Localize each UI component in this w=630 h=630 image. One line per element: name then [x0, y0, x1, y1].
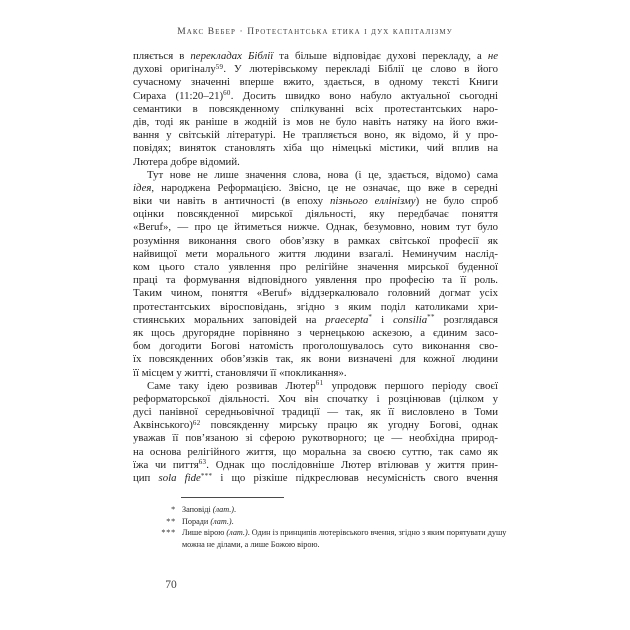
- italic-text: не: [487, 50, 498, 62]
- italic-text: consilia: [392, 313, 428, 326]
- text-run: .: [234, 505, 237, 514]
- note-reference: 63: [198, 458, 207, 467]
- text-run: , народжена Реформацією. Звісно, це не означає, що вже в середні: [151, 181, 498, 194]
- text-run: семантики в повсякденному спілкуванні всіх протестантських наро-: [133, 102, 498, 115]
- paragraph: [133, 380, 498, 486]
- text-run: протестантських віросповідань, згідно з яким поділ католиками хри-: [133, 300, 498, 313]
- text-line: [133, 459, 498, 472]
- footnote-marker: **: [166, 516, 176, 526]
- text-run: цип: [133, 472, 159, 484]
- text-line: [133, 367, 498, 380]
- text-run: . Один із принципів лютерівського вчення, згідно з яким порятувати душу: [247, 528, 507, 538]
- text-line: [133, 301, 498, 314]
- text-run: пляється в: [133, 50, 191, 62]
- paragraph: [133, 50, 498, 169]
- text-line: [133, 195, 498, 208]
- text-line: [133, 76, 498, 89]
- text-line: [133, 261, 498, 274]
- text-run: Сираха (11:20–21): [133, 89, 224, 102]
- body-text: [133, 50, 498, 485]
- italic-text: sola fide: [158, 472, 201, 484]
- paragraph: [133, 169, 498, 380]
- text-line: [133, 248, 498, 261]
- text-run: . Досить швидко воно набуло актуальної сьогодні: [230, 89, 498, 102]
- text-line: [133, 340, 498, 353]
- footnote-text: [182, 527, 506, 550]
- footnote-text: [182, 516, 234, 528]
- text-run: бом догодити Богові натомість проголошувалось суто виконання сво-: [133, 340, 498, 353]
- footnote: [148, 504, 548, 516]
- text-run: їжа чи пиття: [133, 458, 199, 471]
- text-run: стиянських моральних заповідей на: [133, 313, 326, 326]
- text-line: [133, 406, 498, 419]
- footnote-line: [182, 539, 506, 551]
- text-run: ком цього стало уявлення про релігійне значення мирської буденної: [133, 261, 498, 273]
- text-run: можна не ділами, а лише Божою вірою.: [182, 539, 320, 549]
- text-run: реформаторської діяльності. Хоч він спочатку і розцінював (цілком у: [133, 392, 498, 405]
- note-reference: 62: [192, 418, 201, 427]
- text-line: [133, 169, 498, 182]
- text-run: . Однак що послідовніше Лютер втілював у життя прин-: [206, 458, 498, 471]
- text-line: [133, 103, 498, 116]
- text-run: віки чи навіть в античності (в епоху: [133, 195, 330, 208]
- text-line: [133, 142, 498, 155]
- text-run: на основа релігійного життя, що моральна за своєю суттю, так само як: [133, 445, 498, 458]
- italic-text: (лат.): [212, 505, 235, 514]
- text-line: [133, 353, 498, 366]
- text-run: та більше відповідає духові перекладу, а: [273, 50, 488, 62]
- text-run: повсякденну мирську працю як угодну Богові, однак: [200, 419, 498, 432]
- text-run: їх повсякденних обов’язків так, як вони визначені для кожної людини: [133, 353, 498, 366]
- text-run: сучасному значенні вперше вжито, здається, в одному тексті Книги: [133, 76, 498, 89]
- footnote-rule: [181, 497, 284, 498]
- text-line: [133, 472, 498, 485]
- text-line: [133, 274, 498, 287]
- note-reference: *: [368, 313, 373, 322]
- text-run: Лютера добре відомий.: [133, 155, 240, 168]
- text-run: «Beruf», — про це йтиметься нижче. Однак, безумовно, новим тут було: [133, 221, 498, 234]
- text-run: упродовж першого періоду своєї: [323, 379, 498, 392]
- note-reference: ***: [200, 471, 213, 480]
- footnote-line: [182, 516, 234, 528]
- text-run: найвищої мети морального життя людини взагалі. Неминучим наслід-: [133, 247, 498, 260]
- text-run: Поради: [182, 516, 211, 526]
- footnote-line: [182, 527, 506, 539]
- text-run: повідях; виняток становлять хіба що німецькі містики, чий вплив на: [133, 142, 498, 155]
- italic-text: перекладах Біблії: [190, 50, 274, 62]
- text-run: розуміння виконання свого обов’язку в рамках світської професії як: [133, 234, 498, 247]
- text-line: [133, 235, 498, 248]
- note-reference: 59: [215, 62, 224, 71]
- text-line: [133, 380, 498, 393]
- text-run: розглядався: [434, 313, 499, 326]
- text-run: дусі панівної середньовічної традиції — так, як її висловлено в Томи: [133, 406, 498, 419]
- text-run: Таким чином, поняття «Beruf» віддзеркалювало головний догмат усіх: [133, 287, 498, 300]
- footnote: [148, 527, 548, 550]
- text-line: [133, 156, 498, 169]
- text-run: .: [231, 516, 234, 526]
- footnote-marker: ***: [161, 528, 176, 538]
- text-line: [133, 432, 498, 445]
- italic-text: (лат.): [226, 528, 248, 538]
- text-run: Саме таку ідею розвивав Лютер: [147, 379, 316, 392]
- text-run: праці та формування відповідного уявлення про професію та її роль.: [133, 274, 498, 287]
- text-run: і що різкіше підкреслював несумісність свого вчення: [212, 472, 498, 484]
- note-reference: 61: [315, 379, 324, 388]
- text-line: [133, 287, 498, 300]
- running-header: Макс Вебер · Протестантська етика і дух капіталізму: [177, 27, 453, 37]
- text-line: [133, 116, 498, 129]
- text-run: оцінки повсякденної мирської діяльності, яку передбачає поняття: [133, 208, 498, 221]
- text-line: [133, 393, 498, 406]
- text-line: [133, 327, 498, 340]
- text-run: її місцем у житті, становлячи її «покликання».: [133, 366, 347, 379]
- text-run: як щось другорядне порівняно з чернецькою аскезою, а єдиним засо-: [133, 326, 498, 339]
- text-run: . У лютерівському перекладі Біблії це слово в його: [223, 63, 498, 76]
- page-number: 70: [165, 579, 177, 591]
- text-line: [133, 419, 498, 432]
- text-line: [133, 314, 498, 327]
- footnote: [148, 516, 548, 528]
- italic-text: пізнього еллінізму: [329, 195, 416, 208]
- footnotes: [148, 504, 548, 550]
- text-line: [133, 63, 498, 76]
- text-line: [133, 221, 498, 234]
- text-run: Аквінського): [133, 419, 193, 432]
- text-line: [133, 182, 498, 195]
- note-reference: **: [427, 313, 435, 322]
- text-run: Тут нове не лише значення слова, нова (і це, здається, відомо) сама: [147, 168, 498, 181]
- note-reference: 60: [223, 89, 231, 98]
- text-line: [133, 208, 498, 221]
- text-run: Заповіді: [182, 505, 213, 514]
- text-run: Лише вірою: [182, 528, 227, 538]
- italic-text: praecepta: [325, 313, 369, 326]
- text-line: [133, 50, 498, 63]
- text-line: [133, 129, 498, 142]
- italic-text: (лат.): [210, 516, 232, 526]
- text-run: духові оригіналу: [133, 63, 216, 76]
- text-run: і: [372, 313, 393, 326]
- text-line: [133, 446, 498, 459]
- text-line: [133, 90, 498, 103]
- text-run: уважав її пов’язаною зі сферою рукотворного; це — необхідна природ-: [133, 432, 498, 445]
- footnote-text: [182, 504, 236, 516]
- footnote-line: [182, 504, 236, 516]
- text-run: ) не було спроб: [415, 195, 498, 208]
- italic-text: ідея: [133, 181, 152, 194]
- footnote-marker: *: [171, 505, 176, 514]
- text-run: дів, тоді як раніше в жодній із мов не було навіть натяку на його вжи-: [133, 115, 498, 128]
- text-run: вання у світській літературі. Не трапляється воно, як відомо, й у про-: [133, 129, 498, 142]
